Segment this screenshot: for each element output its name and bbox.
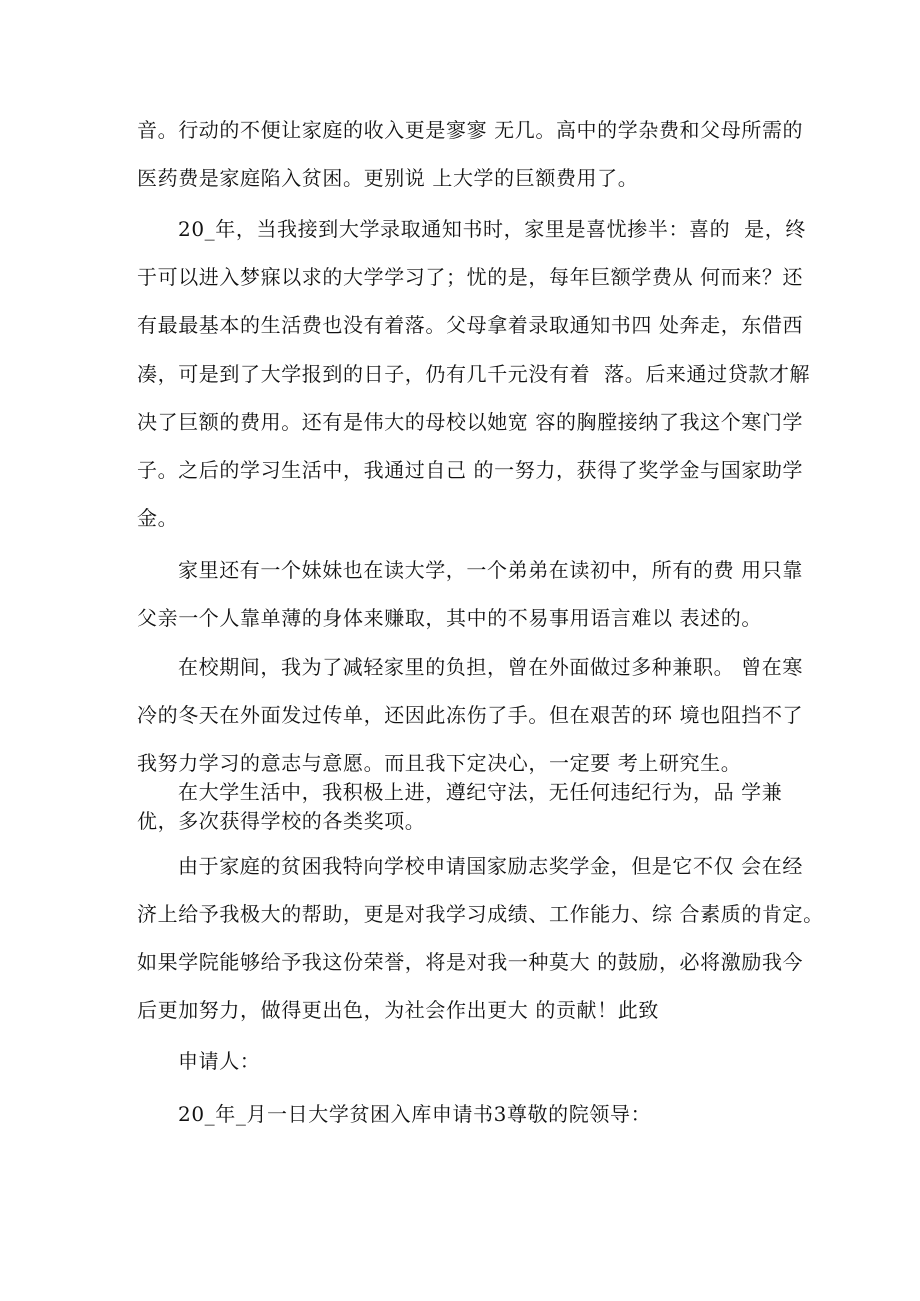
text-line: 子。之后的学习生活中，我通过自己 的一努力，获得了奖学金与国家助学	[137, 458, 804, 482]
text-line: 音。行动的不便让家庭的收入更是寥寥 无几。高中的学杂费和父母所需的	[137, 118, 804, 142]
text-line: 后更加努力，做得更出色，为社会作出更大 的贡献！此致	[137, 998, 659, 1022]
text-line: 金。	[137, 506, 179, 530]
text-line: 凑，可是到了大学报到的日子，仍有几千元没有着 落。后来通过贷款才解	[137, 362, 811, 386]
text-line: 冷的冬天在外面发过传单，还因此冻伤了手。但在艰苦的环 境也阻挡不了	[137, 703, 804, 727]
text-line: 20_年，当我接到大学录取通知书时，家里是喜忧掺半：喜的 是，终	[178, 217, 806, 241]
text-line: 如果学院能够给予我这份荣誉，将是对我一种莫大 的鼓励，必将激励我今	[137, 950, 804, 974]
applicant-label: 申请人：	[178, 1049, 261, 1073]
text-line: 在校期间，我为了减轻家里的负担，曾在外面做过多种兼职。 曾在寒	[178, 655, 803, 679]
text-line: 于可以进入梦寐以求的大学学习了；忧的是，每年巨额学费从 何而来？还	[137, 265, 804, 289]
text-line: 由于家庭的贫困我特向学校申请国家励志奖学金，但是它不仅 会在经	[178, 854, 803, 878]
text-line: 我努力学习的意志与意愿。而且我下定决心，一定要 考上研究生。	[137, 751, 742, 775]
text-line: 决了巨额的费用。还有是伟大的母校以她宽 容的胸膛接纳了我这个寒门学	[137, 410, 804, 434]
text-line: 优，多次获得学校的各类奖项。	[137, 809, 426, 833]
text-line: 医药费是家庭陷入贫困。更别说 上大学的巨额费用了。	[137, 166, 639, 190]
text-line: 家里还有一个妹妹也在读大学，一个弟弟在读初中，所有的费 用只靠	[178, 558, 803, 582]
date-and-heading-line: 20_年_月一日大学贫困入库申请书3尊敬的院领导：	[178, 1102, 652, 1126]
text-line: 在大学生活中，我积极上进，遵纪守法，无任何违纪行为，品 学兼	[178, 780, 783, 804]
text-line: 济上给予我极大的帮助，更是对我学习成绩、工作能力、综 合素质的肯定。	[137, 902, 824, 926]
text-line: 有最最基本的生活费也没有着落。父母拿着录取通知书四 处奔走，东借西	[137, 313, 804, 337]
text-line: 父亲一个人靠单薄的身体来赚取，其中的不易事用语言难以 表述的。	[137, 606, 762, 630]
